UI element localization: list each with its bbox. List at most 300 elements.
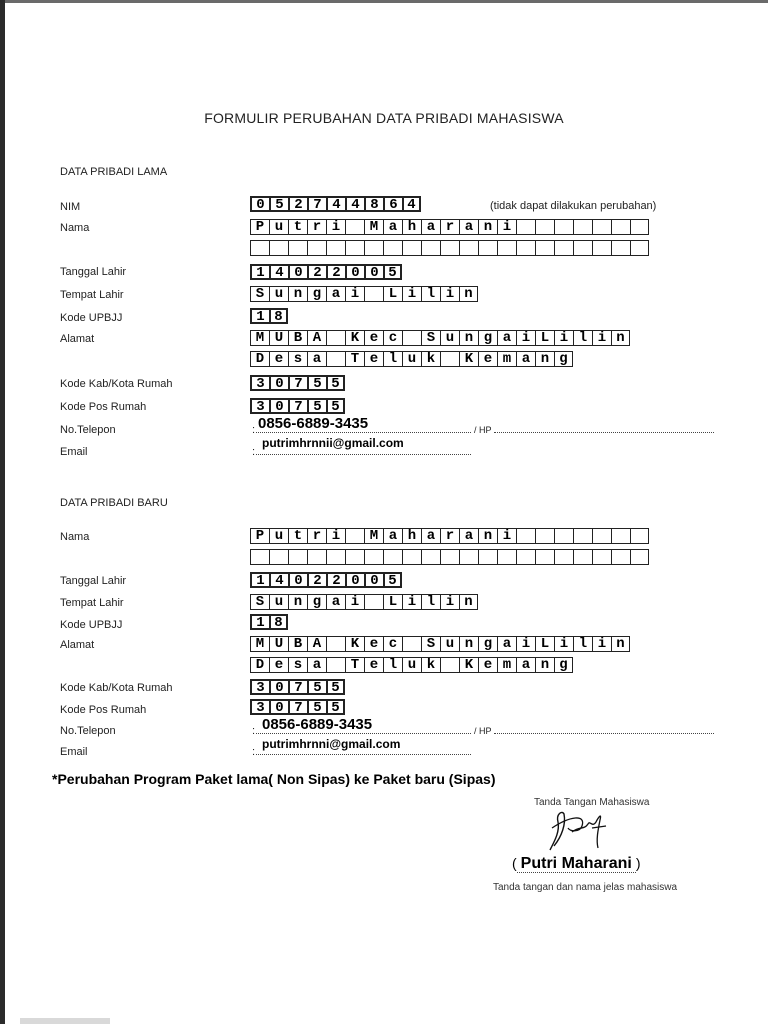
new-alamat-label: Alamat <box>60 639 95 651</box>
char-cell: n <box>535 657 554 673</box>
char-cell: g <box>554 351 573 367</box>
new-tempat-lahir-label: Tempat Lahir <box>60 597 124 609</box>
char-cell: i <box>326 528 345 544</box>
char-cell <box>440 549 459 565</box>
char-cell: u <box>269 528 288 544</box>
char-cell <box>326 240 345 256</box>
char-cell <box>573 528 592 544</box>
char-cell: i <box>402 286 421 302</box>
old-kode-kab-cells <box>250 375 345 391</box>
char-cell: a <box>421 528 440 544</box>
char-cell: U <box>269 636 288 652</box>
char-cell: 3 <box>250 699 269 715</box>
char-cell: e <box>478 351 497 367</box>
char-cell: A <box>307 330 326 346</box>
char-cell: a <box>516 351 535 367</box>
char-cell <box>269 240 288 256</box>
page-top-edge <box>0 0 768 3</box>
char-cell: P <box>250 219 269 235</box>
char-cell <box>630 240 649 256</box>
new-hp-line <box>494 733 714 734</box>
new-tanggal-lahir-cells <box>250 572 402 588</box>
old-telepon-label: No.Telepon <box>60 424 116 436</box>
new-kode-kab-cells <box>250 679 345 695</box>
char-cell <box>516 219 535 235</box>
char-cell: 5 <box>269 196 288 212</box>
char-cell: M <box>250 636 269 652</box>
new-telepon-colon: : <box>252 725 256 737</box>
new-email-label: Email <box>60 746 88 758</box>
old-kode-upbjj-cells <box>250 308 288 324</box>
char-cell <box>516 549 535 565</box>
char-cell <box>535 549 554 565</box>
char-cell: M <box>364 219 383 235</box>
old-section-title: DATA PRIBADI LAMA <box>60 166 168 178</box>
char-cell: S <box>421 330 440 346</box>
char-cell: l <box>383 657 402 673</box>
new-tanggal-lahir-label: Tanggal Lahir <box>60 575 127 587</box>
old-alamat-line2-cells <box>250 351 573 367</box>
char-cell: 7 <box>288 398 307 414</box>
char-cell: u <box>440 636 459 652</box>
char-cell: i <box>592 330 611 346</box>
char-cell: a <box>307 351 326 367</box>
char-cell: r <box>440 219 459 235</box>
char-cell: 3 <box>250 398 269 414</box>
char-cell: s <box>288 351 307 367</box>
char-cell: n <box>478 528 497 544</box>
char-cell <box>535 240 554 256</box>
char-cell <box>421 240 440 256</box>
char-cell: D <box>250 657 269 673</box>
char-cell: 1 <box>250 614 269 630</box>
char-cell: a <box>421 219 440 235</box>
char-cell <box>554 528 573 544</box>
char-cell: a <box>307 657 326 673</box>
char-cell <box>440 351 459 367</box>
old-tanggal-lahir-label: Tanggal Lahir <box>60 266 127 278</box>
char-cell: u <box>269 594 288 610</box>
char-cell <box>440 240 459 256</box>
char-cell: 5 <box>326 398 345 414</box>
char-cell: 3 <box>250 375 269 391</box>
old-hp-label: / HP <box>474 425 492 435</box>
char-cell <box>345 240 364 256</box>
char-cell: L <box>383 594 402 610</box>
old-alamat-line1-cells <box>250 330 630 346</box>
char-cell: n <box>459 636 478 652</box>
new-nama-line2-cells <box>250 549 649 565</box>
char-cell: A <box>307 636 326 652</box>
old-nama-line2-cells <box>250 240 649 256</box>
char-cell <box>516 528 535 544</box>
char-cell: K <box>459 657 478 673</box>
char-cell: u <box>269 286 288 302</box>
char-cell: e <box>364 330 383 346</box>
new-kode-upbjj-cells <box>250 614 288 630</box>
char-cell: P <box>250 528 269 544</box>
signature-footer: Tanda tangan dan nama jelas mahasiswa <box>493 882 678 893</box>
signature-close-paren: ) <box>635 855 641 871</box>
char-cell: 7 <box>288 699 307 715</box>
char-cell: 2 <box>326 572 345 588</box>
new-email-line <box>256 754 471 755</box>
char-cell: 5 <box>383 264 402 280</box>
new-email-value: putrimhrnni@gmail.com <box>262 737 401 751</box>
char-cell <box>402 549 421 565</box>
char-cell: D <box>250 351 269 367</box>
char-cell <box>345 219 364 235</box>
char-cell <box>497 549 516 565</box>
char-cell <box>250 240 269 256</box>
char-cell: l <box>573 636 592 652</box>
char-cell: K <box>459 351 478 367</box>
char-cell: 6 <box>383 196 402 212</box>
char-cell: L <box>383 286 402 302</box>
char-cell: a <box>459 219 478 235</box>
old-nim-label: NIM <box>60 201 81 213</box>
char-cell: T <box>345 657 364 673</box>
char-cell: 1 <box>250 572 269 588</box>
char-cell: a <box>326 286 345 302</box>
char-cell: K <box>345 636 364 652</box>
char-cell: k <box>421 657 440 673</box>
char-cell: i <box>345 594 364 610</box>
old-kode-pos-label: Kode Pos Rumah <box>60 401 147 413</box>
char-cell <box>516 240 535 256</box>
char-cell: 5 <box>307 699 326 715</box>
char-cell <box>269 549 288 565</box>
char-cell <box>326 351 345 367</box>
signature-caption: Tanda Tangan Mahasiswa <box>534 797 650 808</box>
char-cell <box>402 240 421 256</box>
char-cell <box>459 240 478 256</box>
old-tanggal-lahir-cells <box>250 264 402 280</box>
char-cell: 5 <box>307 375 326 391</box>
char-cell <box>573 240 592 256</box>
char-cell: L <box>535 636 554 652</box>
new-nama-label: Nama <box>60 531 90 543</box>
char-cell: 5 <box>326 375 345 391</box>
char-cell: i <box>345 286 364 302</box>
char-cell <box>611 240 630 256</box>
form-title: FORMULIR PERUBAHAN DATA PRIBADI MAHASISWA <box>204 110 564 126</box>
char-cell: 5 <box>326 679 345 695</box>
char-cell <box>326 549 345 565</box>
char-cell: 5 <box>326 699 345 715</box>
char-cell: l <box>573 330 592 346</box>
char-cell <box>364 286 383 302</box>
char-cell: a <box>516 657 535 673</box>
old-email-colon: : <box>252 446 256 458</box>
char-cell <box>611 549 630 565</box>
char-cell: K <box>345 330 364 346</box>
old-telepon-colon: : <box>252 424 256 436</box>
char-cell <box>497 240 516 256</box>
char-cell: 4 <box>326 196 345 212</box>
char-cell: i <box>516 330 535 346</box>
old-telepon-line <box>256 432 471 433</box>
new-email-colon: : <box>252 746 256 758</box>
char-cell: i <box>402 594 421 610</box>
new-alamat-line1-cells <box>250 636 630 652</box>
char-cell: a <box>383 528 402 544</box>
char-cell: S <box>250 594 269 610</box>
char-cell: i <box>326 219 345 235</box>
char-cell: M <box>250 330 269 346</box>
char-cell: e <box>269 657 288 673</box>
char-cell <box>364 549 383 565</box>
char-cell <box>535 219 554 235</box>
char-cell: 4 <box>269 572 288 588</box>
char-cell: e <box>364 657 383 673</box>
char-cell <box>345 549 364 565</box>
char-cell <box>402 636 421 652</box>
char-cell: e <box>478 657 497 673</box>
old-hp-line <box>494 432 714 433</box>
char-cell: u <box>402 657 421 673</box>
char-cell: n <box>288 594 307 610</box>
char-cell <box>307 240 326 256</box>
signature-name: Putri Maharani <box>517 855 636 873</box>
char-cell: s <box>288 657 307 673</box>
new-kode-upbjj-label: Kode UPBJJ <box>60 619 123 631</box>
char-cell <box>364 240 383 256</box>
char-cell: i <box>554 330 573 346</box>
char-cell <box>250 549 269 565</box>
old-email-label: Email <box>60 446 88 458</box>
char-cell: i <box>440 286 459 302</box>
new-telepon-label: No.Telepon <box>60 725 116 737</box>
char-cell: a <box>459 528 478 544</box>
char-cell: h <box>402 528 421 544</box>
signature-name-block <box>512 855 640 873</box>
char-cell: i <box>554 636 573 652</box>
old-telepon-value: 0856-6889-3435 <box>258 415 369 432</box>
char-cell: 4 <box>269 264 288 280</box>
char-cell: 8 <box>364 196 383 212</box>
char-cell <box>573 219 592 235</box>
old-nama-line1-cells <box>250 219 649 235</box>
char-cell <box>440 657 459 673</box>
old-email-line <box>256 454 471 455</box>
char-cell: c <box>383 636 402 652</box>
char-cell <box>592 240 611 256</box>
char-cell <box>554 549 573 565</box>
char-cell: u <box>402 351 421 367</box>
new-hp-label: / HP <box>474 726 492 736</box>
new-kode-kab-label: Kode Kab/Kota Rumah <box>60 682 173 694</box>
new-nama-line1-cells <box>250 528 649 544</box>
char-cell: i <box>497 528 516 544</box>
char-cell <box>364 594 383 610</box>
char-cell <box>554 240 573 256</box>
char-cell <box>478 549 497 565</box>
char-cell <box>554 219 573 235</box>
char-cell: 0 <box>288 572 307 588</box>
char-cell: 7 <box>288 375 307 391</box>
new-kode-pos-cells <box>250 699 345 715</box>
char-cell <box>402 330 421 346</box>
char-cell: a <box>383 219 402 235</box>
char-cell: 0 <box>364 572 383 588</box>
char-cell <box>307 549 326 565</box>
char-cell: 4 <box>402 196 421 212</box>
char-cell: 5 <box>307 398 326 414</box>
char-cell: u <box>440 330 459 346</box>
old-tempat-lahir-cells <box>250 286 478 302</box>
char-cell <box>459 549 478 565</box>
char-cell: i <box>440 594 459 610</box>
char-cell: n <box>459 330 478 346</box>
char-cell: n <box>535 351 554 367</box>
char-cell: 3 <box>250 679 269 695</box>
char-cell: k <box>421 351 440 367</box>
old-email-value: putrimhrnnii@gmail.com <box>262 436 404 450</box>
char-cell <box>421 549 440 565</box>
char-cell <box>383 549 402 565</box>
char-cell: T <box>345 351 364 367</box>
char-cell: t <box>288 219 307 235</box>
char-cell: 5 <box>383 572 402 588</box>
page-bottom-mark <box>20 1018 110 1024</box>
new-alamat-line2-cells <box>250 657 573 673</box>
old-kode-upbjj-label: Kode UPBJJ <box>60 312 123 324</box>
signature-open-paren: ( <box>512 855 517 871</box>
char-cell: t <box>288 528 307 544</box>
char-cell <box>611 219 630 235</box>
char-cell <box>573 549 592 565</box>
char-cell: 0 <box>364 264 383 280</box>
char-cell: h <box>402 219 421 235</box>
char-cell: 5 <box>307 679 326 695</box>
old-nim-cells <box>250 196 421 212</box>
char-cell: g <box>307 594 326 610</box>
new-section-title: DATA PRIBADI BARU <box>60 497 168 509</box>
char-cell: e <box>269 351 288 367</box>
char-cell: g <box>478 636 497 652</box>
char-cell: 2 <box>288 196 307 212</box>
char-cell <box>326 330 345 346</box>
new-telepon-value: 0856-6889-3435 <box>262 716 373 733</box>
char-cell <box>592 528 611 544</box>
old-alamat-label: Alamat <box>60 333 95 345</box>
new-telepon-line <box>256 733 471 734</box>
new-tempat-lahir-cells <box>250 594 478 610</box>
char-cell: a <box>497 636 516 652</box>
char-cell: B <box>288 636 307 652</box>
char-cell: e <box>364 636 383 652</box>
char-cell <box>630 219 649 235</box>
old-nama-label: Nama <box>60 222 90 234</box>
char-cell: 2 <box>307 572 326 588</box>
char-cell <box>592 549 611 565</box>
char-cell <box>288 549 307 565</box>
char-cell <box>478 240 497 256</box>
char-cell: S <box>421 636 440 652</box>
char-cell: 1 <box>250 264 269 280</box>
old-tempat-lahir-label: Tempat Lahir <box>60 289 124 301</box>
char-cell: B <box>288 330 307 346</box>
char-cell: 0 <box>345 572 364 588</box>
old-nim-note: (tidak dapat dilakukan perubahan) <box>490 200 657 212</box>
char-cell: g <box>307 286 326 302</box>
char-cell: 8 <box>269 308 288 324</box>
char-cell: m <box>497 351 516 367</box>
char-cell: 2 <box>307 264 326 280</box>
char-cell: l <box>383 351 402 367</box>
char-cell <box>383 240 402 256</box>
char-cell: c <box>383 330 402 346</box>
char-cell: 7 <box>307 196 326 212</box>
char-cell: r <box>440 528 459 544</box>
char-cell: 1 <box>250 308 269 324</box>
char-cell: n <box>459 286 478 302</box>
char-cell: i <box>516 636 535 652</box>
char-cell <box>326 657 345 673</box>
char-cell: M <box>364 528 383 544</box>
signature-scribble <box>540 806 620 854</box>
char-cell: a <box>497 330 516 346</box>
char-cell: g <box>554 657 573 673</box>
char-cell: L <box>535 330 554 346</box>
char-cell: u <box>269 219 288 235</box>
char-cell: i <box>592 636 611 652</box>
char-cell <box>611 528 630 544</box>
char-cell: r <box>307 219 326 235</box>
old-kode-kab-label: Kode Kab/Kota Rumah <box>60 378 173 390</box>
new-kode-pos-label: Kode Pos Rumah <box>60 704 147 716</box>
char-cell: n <box>611 330 630 346</box>
char-cell <box>630 528 649 544</box>
char-cell: r <box>307 528 326 544</box>
char-cell: l <box>421 286 440 302</box>
char-cell: 0 <box>269 398 288 414</box>
char-cell: U <box>269 330 288 346</box>
old-kode-pos-cells <box>250 398 345 414</box>
char-cell: n <box>478 219 497 235</box>
char-cell <box>535 528 554 544</box>
char-cell: 0 <box>250 196 269 212</box>
char-cell: 7 <box>288 679 307 695</box>
char-cell: n <box>611 636 630 652</box>
char-cell <box>592 219 611 235</box>
char-cell <box>345 528 364 544</box>
char-cell: m <box>497 657 516 673</box>
char-cell: 0 <box>269 375 288 391</box>
char-cell: 0 <box>345 264 364 280</box>
char-cell: 0 <box>269 699 288 715</box>
char-cell <box>326 636 345 652</box>
char-cell: 0 <box>288 264 307 280</box>
char-cell: a <box>326 594 345 610</box>
char-cell: 8 <box>269 614 288 630</box>
char-cell: S <box>250 286 269 302</box>
char-cell: n <box>288 286 307 302</box>
char-cell: g <box>478 330 497 346</box>
char-cell <box>288 240 307 256</box>
program-change-note: *Perubahan Program Paket lama( Non Sipas) ke Paket baru (Sipas) <box>52 771 496 787</box>
char-cell: l <box>421 594 440 610</box>
char-cell: 0 <box>269 679 288 695</box>
char-cell: e <box>364 351 383 367</box>
char-cell: 2 <box>326 264 345 280</box>
char-cell: n <box>459 594 478 610</box>
page-left-edge <box>0 0 5 1024</box>
char-cell <box>630 549 649 565</box>
char-cell: i <box>497 219 516 235</box>
char-cell: 4 <box>345 196 364 212</box>
